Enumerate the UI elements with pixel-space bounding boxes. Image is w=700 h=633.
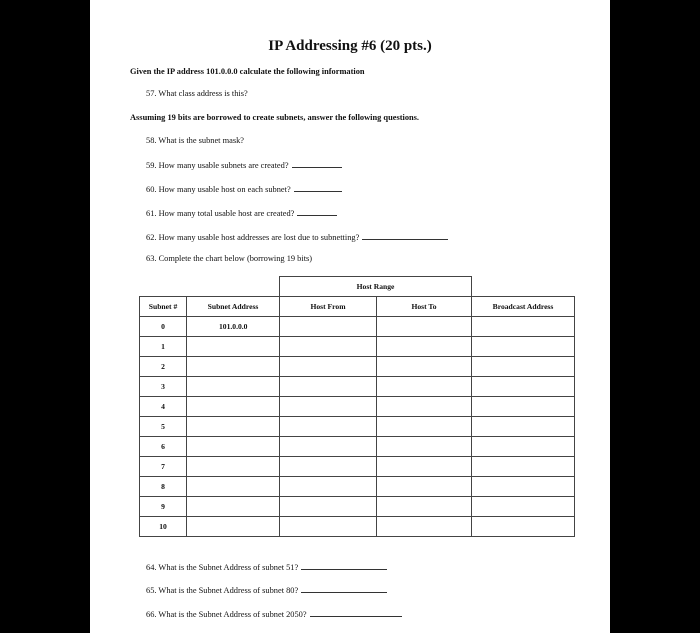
page-title: IP Addressing #6 (20 pts.)	[268, 38, 432, 54]
answer-blank[interactable]	[292, 159, 342, 168]
subnet-address-cell[interactable]	[187, 396, 280, 416]
answer-blank[interactable]	[301, 561, 387, 570]
subnet-address-cell[interactable]	[187, 476, 280, 496]
col-header-subnet-number: Subnet #	[140, 296, 187, 316]
host-to-cell[interactable]	[377, 356, 472, 376]
host-from-cell[interactable]	[280, 496, 377, 516]
host-to-cell[interactable]	[377, 516, 472, 536]
subnet-number-cell: 10	[140, 516, 187, 536]
question-57: 57. What class address is this?	[146, 89, 248, 98]
subnet-address-cell[interactable]: 101.0.0.0	[187, 316, 280, 336]
host-range-header: Host Range	[280, 277, 472, 297]
host-to-cell[interactable]	[377, 496, 472, 516]
table-row	[140, 496, 575, 516]
subnet-address-cell[interactable]	[187, 436, 280, 456]
answer-blank[interactable]	[297, 207, 337, 216]
subnet-address-cell[interactable]	[187, 416, 280, 436]
subnet-number-cell: 9	[140, 496, 187, 516]
host-from-cell[interactable]	[280, 316, 377, 336]
col-header-subnet-address: Subnet Address	[187, 296, 280, 316]
host-to-cell[interactable]	[377, 476, 472, 496]
host-from-cell[interactable]	[280, 476, 377, 496]
broadcast-address-cell[interactable]	[472, 336, 575, 356]
question-58: 58. What is the subnet mask?	[146, 136, 245, 145]
subnet-address-cell[interactable]	[187, 356, 280, 376]
answer-blank[interactable]	[301, 584, 387, 593]
host-to-cell[interactable]	[377, 436, 472, 456]
host-to-cell[interactable]	[377, 396, 472, 416]
broadcast-address-cell[interactable]	[472, 376, 575, 396]
host-to-cell[interactable]	[377, 376, 472, 396]
answer-blank[interactable]	[310, 608, 402, 617]
question-59: 59. How many usable subnets are created?	[146, 159, 342, 171]
host-from-cell[interactable]	[280, 516, 377, 536]
question-65: 65. What is the Subnet Address of subnet 80?	[146, 584, 387, 596]
subnet-number-cell: 2	[140, 356, 187, 376]
broadcast-address-cell[interactable]	[472, 456, 575, 476]
subnet-address-cell[interactable]	[187, 516, 280, 536]
subnet-number-cell: 7	[140, 456, 187, 476]
subnet-number-cell: 1	[140, 336, 187, 356]
table-row	[140, 416, 575, 436]
subnet-number-cell: 0	[140, 316, 187, 336]
table-row	[140, 396, 575, 416]
subnet-number-cell: 5	[140, 416, 187, 436]
question-61: 61. How many total usable host are created?	[146, 207, 337, 219]
intro-text: Given the IP address 101.0.0.0 calculate the following information	[130, 67, 365, 76]
table-row	[140, 356, 575, 376]
subnet-chart	[139, 276, 575, 537]
host-from-cell[interactable]	[280, 356, 377, 376]
subnet-address-cell[interactable]	[187, 456, 280, 476]
table-row	[140, 316, 575, 336]
subnet-number-cell: 6	[140, 436, 187, 456]
col-header-host-from: Host From	[280, 296, 377, 316]
answer-blank[interactable]	[362, 231, 448, 240]
broadcast-address-cell[interactable]	[472, 356, 575, 376]
host-from-cell[interactable]	[280, 416, 377, 436]
host-from-cell[interactable]	[280, 436, 377, 456]
broadcast-address-cell[interactable]	[472, 396, 575, 416]
host-to-cell[interactable]	[377, 416, 472, 436]
host-from-cell[interactable]	[280, 376, 377, 396]
subnet-number-cell: 8	[140, 476, 187, 496]
subnet-intro-text: Assuming 19 bits are borrowed to create subnets, answer the following questions.	[130, 113, 420, 122]
table-row	[140, 456, 575, 476]
question-66: 66. What is the Subnet Address of subnet 2050?	[146, 608, 402, 620]
subnet-number-cell: 3	[140, 376, 187, 396]
broadcast-address-cell[interactable]	[472, 416, 575, 436]
host-from-cell[interactable]	[280, 456, 377, 476]
table-row	[140, 336, 575, 356]
host-from-cell[interactable]	[280, 336, 377, 356]
subnet-address-cell[interactable]	[187, 336, 280, 356]
col-header-broadcast-address: Broadcast Address	[472, 296, 575, 316]
broadcast-address-cell[interactable]	[472, 316, 575, 336]
question-63: 63. Complete the chart below (borrowing 19 bits)	[146, 254, 313, 263]
broadcast-address-cell[interactable]	[472, 496, 575, 516]
broadcast-address-cell[interactable]	[472, 436, 575, 456]
question-64: 64. What is the Subnet Address of subnet 51?	[146, 561, 387, 573]
host-to-cell[interactable]	[377, 456, 472, 476]
question-60: 60. How many usable host on each subnet?	[146, 183, 342, 195]
broadcast-address-cell[interactable]	[472, 516, 575, 536]
worksheet-page	[90, 0, 610, 633]
col-header-host-to: Host To	[377, 296, 472, 316]
subnet-address-cell[interactable]	[187, 496, 280, 516]
table-row	[140, 476, 575, 496]
host-to-cell[interactable]	[377, 316, 472, 336]
question-62: 62. How many usable host addresses are lost due to subnetting?	[146, 231, 448, 243]
broadcast-address-cell[interactable]	[472, 476, 575, 496]
table-row	[140, 516, 575, 536]
subnet-number-cell: 4	[140, 396, 187, 416]
host-to-cell[interactable]	[377, 336, 472, 356]
subnet-address-cell[interactable]	[187, 376, 280, 396]
answer-blank[interactable]	[294, 183, 342, 192]
host-from-cell[interactable]	[280, 396, 377, 416]
table-row	[140, 436, 575, 456]
table-row	[140, 376, 575, 396]
